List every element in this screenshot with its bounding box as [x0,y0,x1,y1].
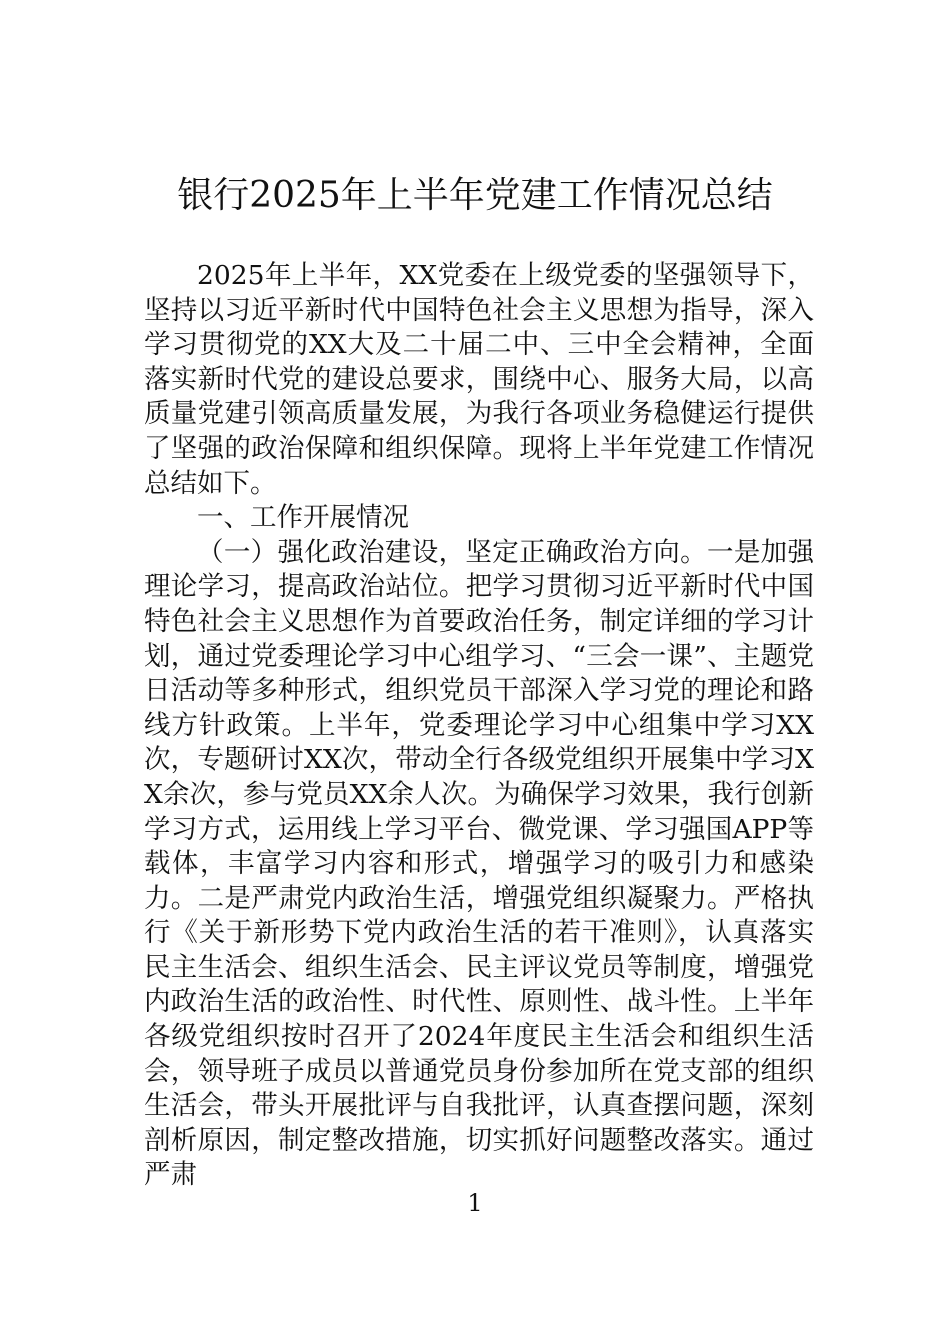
intro-paragraph: 2025年上半年，XX党委在上级党委的坚强领导下，坚持以习近平新时代中国特色社会主义思想为指导，深入学习贯彻党的XX大及二十届二中、三中全会精神，全面落实新时代党的建设总要求，围绕中心、服务大局，以高质量党建引领高质量发展，为我行各项业务稳健运行提供了坚强的政治保障和组织保障。现将上半年党建工作情况总结如下。 [144,260,814,499]
document-body [144,259,814,1193]
section-paragraph: （一）强化政治建设，坚定正确政治方向。一是加强理论学习，提高政治站位。把学习贯彻习近平新时代中国特色社会主义思想作为首要政治任务，制定详细的学习计划，通过党委理论学习中心组学习、“三会一课”、主题党日活动等多种形式，组织党员干部深入学习党的理论和路线方针政策。上半年，党委理论学习中心组集中学习XX次，专题研讨XX次，带动全行各级党组织开展集中学习XX余次，参与党员XX余人次。为确保学习效果，我行创新学习方式，运用线上学习平台、微党课、学习强国APP等载体，丰富学习内容和形式，增强学习的吸引力和感染力。二是严肃党内政治生活，增强党组织凝聚力。严格执行《关于新形势下党内政治生活的若干准则》，认真落实民主生活会、组织生活会、民主评议党员等制度，增强党内政治生活的政治性、时代性、原则性、战斗性。上半年各级党组织按时召开了2024年度民主生活会和组织生活会，领导班子成员以普通党员身份参加所在党支部的组织生活会，带头开展批评与自我批评，认真查摆问题，深刻剖析原因，制定整改措施，切实抓好问题整改落实。通过严肃 [144,536,814,1191]
page-number: 1 [467,1189,483,1217]
document-title: 银行2025年上半年党建工作情况总结 [177,175,773,216]
section-heading: 一、工作开展情况 [197,502,409,534]
